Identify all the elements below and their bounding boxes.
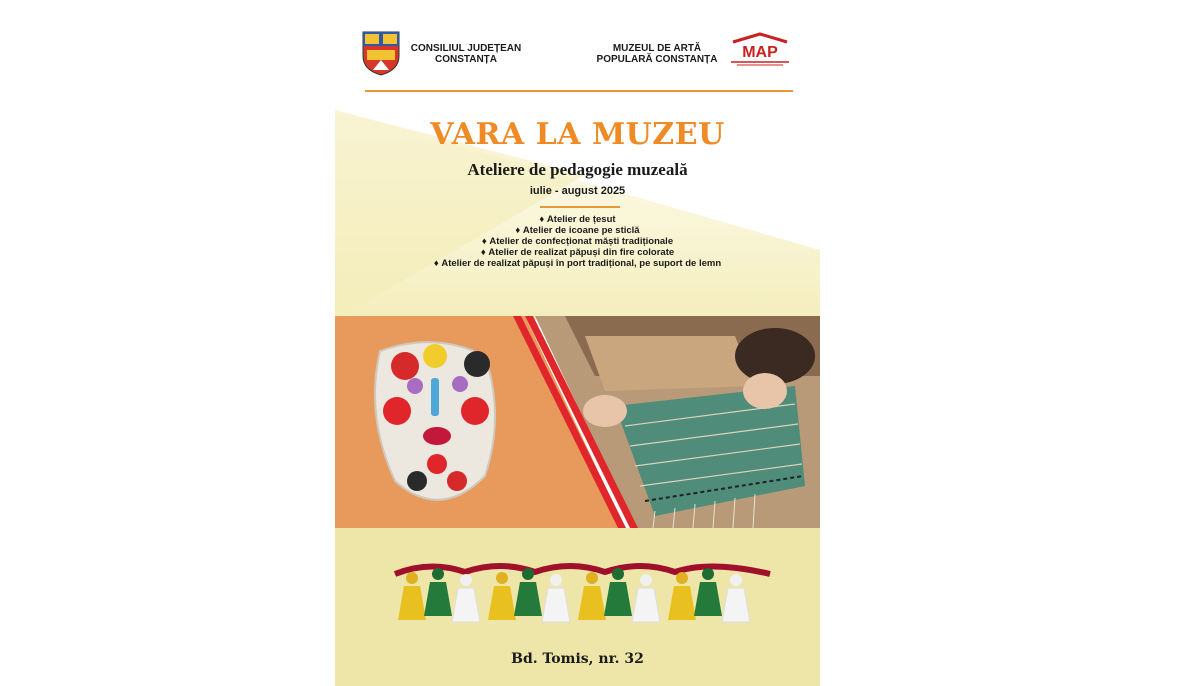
workshop-item: ♦ Atelier de realizat păpuși în port tradițional, pe suport de lemn — [335, 258, 820, 269]
poster — [335, 0, 820, 686]
event-dates: iulie - august 2025 — [529, 185, 626, 197]
doll-white — [722, 574, 750, 622]
county-crest-icon — [361, 30, 401, 76]
museum-name — [592, 43, 722, 65]
doll-green — [604, 568, 632, 616]
photo-panel — [335, 316, 820, 528]
workshop-item: ♦ Atelier de icoane pe sticlă — [335, 225, 820, 236]
poster-subtitle: Ateliere de pedagogie muzeală — [467, 160, 688, 179]
county-council-line1: CONSILIUL JUDEȚEAN — [410, 43, 522, 54]
museum-name-line1: MUZEUL DE ARTĂ — [612, 43, 702, 54]
doll-white — [632, 574, 660, 622]
doll-white — [452, 574, 480, 622]
workshop-list — [335, 214, 820, 269]
county-council-line2: CONSTANȚA — [434, 54, 498, 65]
workshop-item: ♦ Atelier de confecționat măști tradiționale — [335, 236, 820, 247]
doll-green — [514, 568, 542, 616]
header-divider — [365, 90, 793, 92]
doll-yellow — [578, 572, 606, 620]
doll-green — [694, 568, 722, 616]
museum-address: Bd. Tomis, nr. 32 — [511, 651, 644, 667]
doll-green — [424, 568, 452, 616]
workshop-item: ♦ Atelier de realizat păpuși din fire colorate — [335, 247, 820, 258]
doll-white — [542, 574, 570, 622]
doll-yellow — [488, 572, 516, 620]
county-council-name — [407, 43, 525, 65]
doll-yellow — [398, 572, 426, 620]
doll-yellow — [668, 572, 696, 620]
poster-title: VARA LA MUZEU — [430, 117, 725, 152]
textile-mask — [375, 342, 495, 500]
title-divider — [540, 206, 620, 208]
museum-logo — [727, 32, 793, 66]
museum-name-line2: POPULARĂ CONSTANȚA — [596, 54, 718, 65]
museum-logo-text: MAP — [742, 44, 778, 61]
yarn-doll-garland — [390, 560, 775, 630]
workshop-item: ♦ Atelier de țesut — [335, 214, 820, 225]
